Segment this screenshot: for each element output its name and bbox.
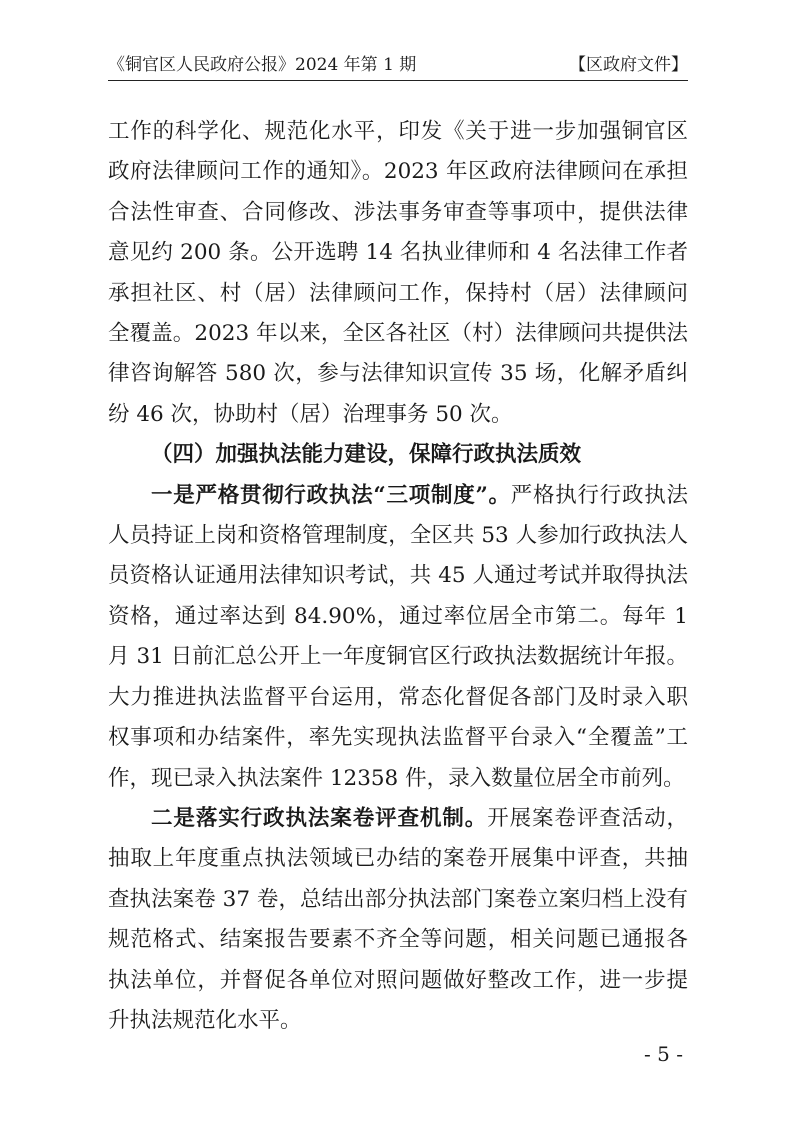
paragraph-lead: 一是严格贯彻行政执法“三项制度”。: [151, 482, 511, 508]
paragraph: [108, 799, 688, 1041]
paragraph-lead: 二是落实行政执法案卷评查机制。: [151, 805, 488, 831]
paragraph: [108, 476, 688, 799]
paragraph-text: 严格执行行政执法人员持证上岗和资格管理制度，全区共 53 人参加行政执法人员资格认证通用法律知识考试，共 45 人通过考试并取得执法资格，通过率达到 84.90%，通过率位居全市第二。每年 1 月 31 日前汇总公开上一年度铜官区行政执法数据统计年报。大力推进执法监督平台运用，常态化督促各部门及时录入职权事项和办结案件，率先实现执法监督平台录入“全覆盖”工作，现已录入执法案件 12358 件，录入数量位居全市前列。: [108, 482, 688, 791]
publication-title: 《铜官区人民政府公报》2024 年第 1 期: [108, 55, 417, 75]
paragraph-continued: 工作的科学化、规范化水平，印发《关于进一步加强铜官区政府法律顾问工作的通知》。2023 年区政府法律顾问在承担合法性审查、合同修改、涉法事务审查等事项中，提供法律意见约 200 条。公开选聘 14 名执业律师和 4 名法律工作者承担社区、村（居）法律顾问工作，保持村（居）法律顾问全覆盖。2023 年以来，全区各社区（村）法律顾问共提供法律咨询解答 580 次，参与法律知识宣传 35 场，化解矛盾纠纷 46 次，协助村（居）治理事务 50 次。: [108, 119, 688, 427]
section-heading: （四）加强执法能力建设，保障行政执法质效: [151, 442, 582, 468]
running-header: [108, 50, 688, 81]
section-label: 【区政府文件】: [569, 55, 688, 75]
document-body: [108, 112, 688, 1041]
paragraph-text: 开展案卷评查活动，抽取上年度重点执法领域已办结的案卷开展集中评查，共抽查执法案卷 37 卷，总结出部分执法部门案卷立案归档上没有规范格式、结案报告要素不齐全等问题，相关问题已通报各执法单位，并督促各单位对照问题做好整改工作，进一步提升执法规范化水平。: [108, 805, 688, 1033]
page-number: - 5 -: [644, 1042, 683, 1066]
